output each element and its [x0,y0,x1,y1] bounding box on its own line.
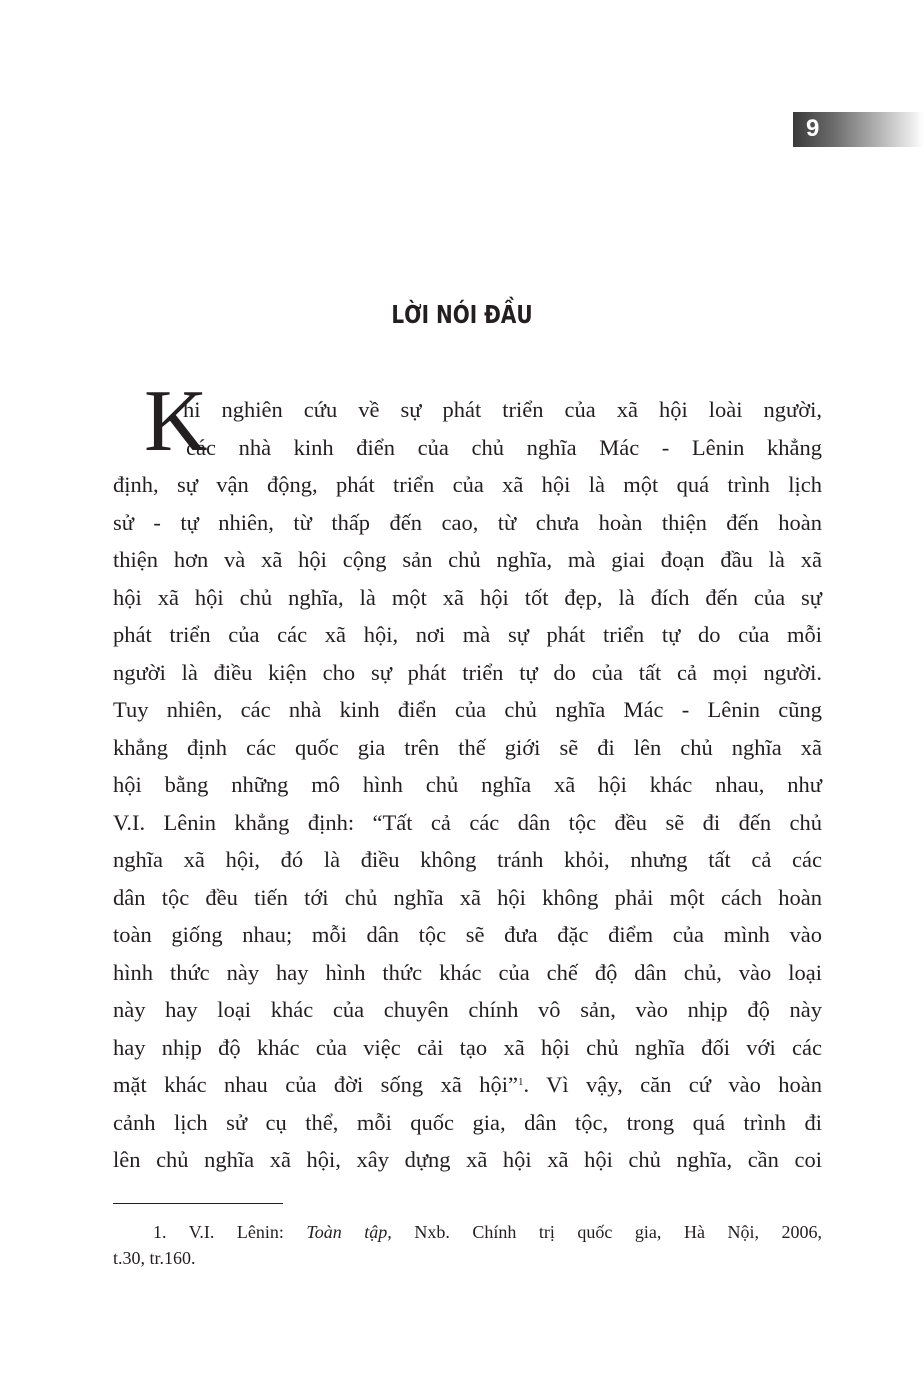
text-line [113,1071,822,1099]
text-line: nghĩa xã hội, đó là điều không tránh khỏi, nhưng tất cả các [113,847,822,872]
footnote-number: 1. V.I. Lênin: [153,1222,307,1242]
text-segment: mặt khác nhau của đời sống xã hội” [113,1072,518,1097]
text-line: thiện hơn và xã hội cộng sản chủ nghĩa, mà giai đoạn đầu là xã [113,547,822,572]
page-number: 9 [806,115,820,142]
text-line: định, sự vận động, phát triển của xã hội là một quá trình lịch [113,472,822,497]
footnote-1 [153,1221,822,1243]
page-title: LỜI NÓI ĐẦU [391,300,533,329]
text-line: toàn giống nhau; mỗi dân tộc sẽ đưa đặc điểm của mình vào [113,922,822,947]
footnote-ref[interactable]: 1 [517,1076,524,1088]
text-line: sử - tự nhiên, từ thấp đến cao, từ chưa hoàn thiện đến hoàn [113,509,822,535]
text-line: khẳng định các quốc gia trên thế giới sẽ đi lên chủ nghĩa xã [113,734,822,760]
text-segment: . Vì vậy, căn cứ vào hoàn [523,1072,822,1097]
text-line: hội bằng những mô hình chủ nghĩa xã hội khác nhau, như [113,772,822,797]
text-line: người là điều kiện cho sự phát triển tự do của tất cả mọi người. [113,659,822,685]
page-number-badge [793,112,924,147]
text-line: cảnh lịch sử cụ thể, mỗi quốc gia, dân tộc, trong quá trình đi [113,1109,822,1135]
text-line: lên chủ nghĩa xã hội, xây dựng xã hội xã hội chủ nghĩa, cần coi [113,1147,822,1172]
footnote-1-cont: t.30, tr.160. [113,1248,196,1268]
text-line: dân tộc đều tiến tới chủ nghĩa xã hội không phải một cách hoàn [113,884,822,910]
text-line: phát triển của các xã hội, nơi mà sự phát triển tự do của mỗi [113,622,822,647]
text-line: hội xã hội chủ nghĩa, là một xã hội tốt đẹp, là đích đến của sự [113,584,822,610]
footnote-text: Nxb. Chính trị quốc gia, Hà Nội, 2006, [391,1222,822,1242]
text-line: Tuy nhiên, các nhà kinh điển của chủ nghĩa Mác - Lênin cũng [113,697,822,722]
text-line: V.I. Lênin khẳng định: “Tất cả các dân tộc đều sẽ đi đến chủ [113,809,822,835]
text-line: hay nhịp độ khác của việc cải tạo xã hội chủ nghĩa đối với các [113,1034,822,1060]
footnote-divider [113,1203,283,1204]
footnote-title: Toàn tập, [306,1222,392,1242]
text-line: hi nghiên cứu về sự phát triển của xã hội loài người, [183,397,822,422]
text-line: hình thức này hay hình thức khác của chế độ dân chủ, vào loại [113,959,822,985]
text-line: các nhà kinh điển của chủ nghĩa Mác - Lênin khẳng [186,434,822,460]
text-line: này hay loại khác của chuyên chính vô sản, vào nhịp độ này [113,997,822,1022]
drop-cap: K [144,373,208,470]
